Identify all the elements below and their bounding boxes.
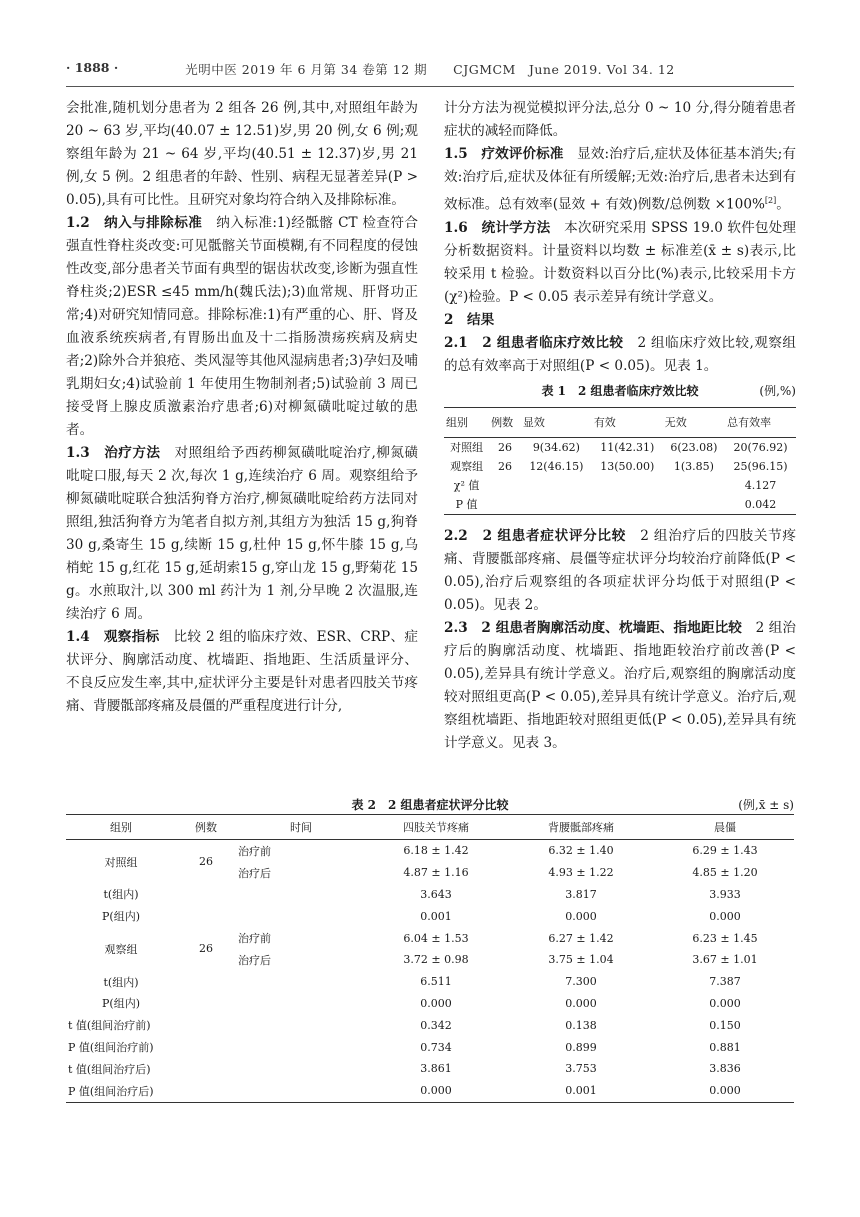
cell: 7.387: [709, 975, 741, 989]
section-title: 1.3 治疗方法: [66, 445, 161, 461]
section-body: 比较 2 组的临床疗效、ESR、CRP、症状评分、胸廓活动度、枕墙距、指地距、生活质量评分、不良反应发生率,其中,症状评分主要是针对患者四肢关节疼痛、背腰骶部疼痛及晨僵的严重程度进行计分,: [66, 629, 418, 714]
cell: 6.04 ± 1.53: [403, 931, 469, 945]
paragraph: 计分方法为视觉模拟评分法,总分 0 ~ 10 分,得分随着患者症状的减轻而降低。: [444, 100, 796, 139]
cell-label: P(组内): [102, 997, 140, 1011]
cell: χ² 值: [453, 478, 480, 492]
table1-header: 显效: [521, 407, 592, 437]
cell: 3.933: [709, 887, 741, 901]
left-column: [66, 97, 418, 718]
cell: 3.817: [565, 887, 597, 901]
cell: 6.511: [420, 975, 452, 989]
cell: 对照组: [450, 440, 484, 454]
section-body: 纳入标准:1)经骶髂 CT 检查符合强直性脊柱炎改变:可见骶髂关节面模糊,有不同程度的侵蚀性改变,部分患者关节面有典型的锯齿状改变,诊断为强直性脊柱炎;2)ESR ≤45 mm/h(魏氏法);3)血常规、肝肾功正常;4)对研究知情同意。排除标准:1)有严重的心、肝、肾及血液系统疾病者,有胃肠出血及十二指肠溃疡疾病及病史者;2)除外合并狼疮、类风湿等其他风湿病患者;3)孕妇及哺乳期妇女;4)试验前 1 年使用生物制剂者;5)试验前 3 周已接受肾上腺皮质激素治疗患者;6)对柳氮磺吡啶过敏的患者。: [66, 215, 418, 438]
cell: 6.27 ± 1.42: [548, 931, 614, 945]
table1-unit: (例,%): [759, 383, 796, 398]
section-title: 1.2 纳入与排除标准: [66, 215, 203, 231]
cell: 12(46.15): [529, 459, 584, 473]
cell: 观察组: [450, 459, 484, 473]
section-1-2: [66, 212, 418, 442]
cell: 6.18 ± 1.42: [403, 844, 469, 858]
table-row: [66, 1080, 794, 1102]
section-title: 1.5 疗效评价标准: [444, 146, 564, 162]
cell-n: 26: [199, 942, 213, 956]
cell: 1(3.85): [673, 459, 714, 473]
table-row: [66, 927, 794, 949]
right-column: [444, 97, 796, 755]
header-rule: [66, 86, 794, 87]
cell-n: 26: [199, 855, 213, 869]
section-title: 1.4 观察指标: [66, 629, 160, 645]
cell: 6(23.08): [670, 440, 718, 454]
table-row: [66, 905, 794, 927]
cell: 26: [498, 440, 513, 454]
table-row: [444, 495, 796, 515]
table-row: [66, 1036, 794, 1058]
cell: 0.000: [565, 909, 597, 923]
table-row: [444, 437, 796, 457]
journal-info: 光明中医 2019 年 6 月第 34 卷第 12 期 CJGMCM June 2019. Vol 34. 12: [185, 62, 675, 77]
section-body: 2 组临床疗效比较,观察组的总有效率高于对照组(P < 0.05)。见表 1。: [444, 334, 797, 374]
cell: 6.32 ± 1.40: [548, 844, 614, 858]
section-1-6: [444, 217, 796, 309]
cell: 0.881: [709, 1040, 741, 1054]
table2-title: 表 2 2 组患者症状评分比较: [351, 798, 509, 812]
cell: 4.87 ± 1.16: [403, 866, 469, 880]
section-2-3: [444, 617, 796, 755]
citation: [2]: [764, 196, 777, 205]
table2-header: 组别: [66, 815, 176, 840]
table-row: [444, 476, 796, 495]
table1-header: 无效: [663, 407, 725, 437]
table1-title: 表 1 2 组患者临床疗效比较: [541, 383, 699, 398]
section-1-4: [66, 626, 418, 718]
cell-time: 治疗前: [238, 932, 271, 946]
cell: 11(42.31): [600, 440, 655, 454]
cell-group: 观察组: [104, 942, 138, 956]
section-body: 对照组给予西药柳氮磺吡啶治疗,柳氮磺吡啶口服,每天 2 次,每次 1 g,连续治疗 6 周。观察组给予柳氮磺吡啶联合独活狗脊方治疗,柳氮磺吡啶给药方法同对照组,独活狗脊方为笔者自拟方剂,其组方为独活 15 g,狗脊 30 g,桑寄生 15 g,续断 15 g,杜仲 15 g,怀牛膝 15 g,乌梢蛇 15 g,红花 15 g,延胡索15 g,穿山龙 15 g,野菊花 15 g。水煎取汁,以 300 ml 药汁为 1 剂,分早晚 2 次温服,连续治疗 6 周。: [66, 445, 418, 622]
cell: 9(34.62): [532, 440, 580, 454]
table-row: [444, 457, 796, 476]
cell: 0.138: [565, 1018, 597, 1032]
table2-block: [66, 796, 794, 1103]
cell: 26: [498, 459, 513, 473]
cell: 0.000: [366, 1080, 506, 1102]
section-1-3: [66, 442, 418, 626]
cell-label: P(组内): [102, 910, 140, 924]
cell: 0.000: [709, 909, 741, 923]
table-row: [66, 971, 794, 993]
cell: 6.23 ± 1.45: [692, 931, 758, 945]
cell-label: t(组内): [103, 975, 139, 989]
table1-header: 组别: [444, 407, 489, 437]
cell: 0.000: [656, 1080, 794, 1102]
cell: 3.67 ± 1.01: [692, 953, 758, 967]
table1-caption: [444, 380, 796, 403]
cell: 4.93 ± 1.22: [548, 866, 614, 880]
section-body: 2 组治疗后的胸廓活动度、枕墙距、指地距较治疗前改善(P < 0.05),差异具有统计学意义。治疗后,观察组的胸廓活动度较对照组更高(P < 0.05),差异具有统计学意义。治疗后,观察组枕墙距、指地距较对照组更低(P < 0.05),差异具有统计学意义。见表 3。: [444, 619, 796, 751]
cell: 6.29 ± 1.43: [692, 844, 758, 858]
cell-label: P 值(组间治疗后): [66, 1080, 366, 1102]
cell: 3.75 ± 1.04: [548, 953, 614, 967]
running-header: [66, 60, 794, 80]
cell: 4.85 ± 1.20: [692, 866, 758, 880]
cell: 0.001: [420, 909, 452, 923]
cell: 20(76.92): [733, 440, 788, 454]
cell: 25(96.15): [733, 459, 788, 473]
cell-time: 治疗后: [238, 866, 271, 880]
table2-header: 四肢关节疼痛: [366, 815, 506, 840]
cell: 0.000: [420, 996, 452, 1010]
section-title: 2.3 2 组患者胸廓活动度、枕墙距、指地距比较: [444, 619, 742, 636]
table2-header: 时间: [236, 815, 366, 840]
table1-header: 例数: [489, 407, 521, 437]
table2-header: 晨僵: [656, 815, 794, 840]
cell: 3.72 ± 0.98: [403, 953, 469, 967]
section-title: 2.1 2 组患者临床疗效比较: [444, 334, 624, 351]
table-row: [66, 1014, 794, 1036]
table1: [444, 407, 796, 515]
cell: 4.127: [744, 478, 777, 492]
cell-time: 治疗后: [238, 953, 271, 967]
page-number: · 1888 ·: [66, 60, 119, 75]
table-row: [66, 1058, 794, 1080]
cell-label: t 值(组间治疗前): [68, 1019, 151, 1033]
cell: 0.000: [565, 996, 597, 1010]
punct: 。: [776, 196, 790, 213]
cell-label: P 值(组间治疗前): [68, 1041, 154, 1055]
cell: 13(50.00): [600, 459, 655, 473]
section-1-5: [444, 143, 796, 217]
table1-header: 总有效率: [725, 407, 796, 437]
cell: P 值: [444, 495, 489, 515]
cell: 7.300: [565, 975, 597, 989]
section-title: 2.2 2 组患者症状评分比较: [444, 527, 626, 544]
cell-group: 对照组: [104, 855, 138, 869]
table-row: [66, 840, 794, 862]
paragraph: 会批准,随机划分患者为 2 组各 26 例,其中,对照组年龄为 20 ~ 63 岁,平均(40.07 ± 12.51)岁,男 20 例,女 6 例;观察组年龄为 21 ~ 64 岁,平均(40.51 ± 12.37)岁,男 21 例,女 5 例。2 组患者的年龄、性别、病程无显著差异(P > 0.05),具有可比性。且研究对象均符合纳入及排除标准。: [66, 100, 418, 208]
table2-caption: [66, 796, 794, 814]
cell: 0.734: [420, 1040, 452, 1054]
cell-label: t(组内): [103, 888, 139, 902]
cell: 3.836: [709, 1062, 741, 1076]
section-2-title: 2 结果: [444, 311, 495, 328]
cell: 3.643: [420, 887, 452, 901]
cell: 3.753: [565, 1062, 597, 1076]
table2: [66, 814, 794, 1103]
table2-unit: (例,x̄ ± s): [738, 798, 794, 812]
section-body: 本次研究采用 SPSS 19.0 软件包处理分析数据资料。计量资料以均数 ± 标准差(x̄ ± s)表示,比较采用 t 检验。计数资料以百分比(%)表示,比较采用卡方(χ²)检验。P < 0.05 表示差异有统计学意义。: [444, 219, 796, 305]
cell: 0.899: [565, 1040, 597, 1054]
cell: 0.001: [506, 1080, 656, 1102]
cell: 0.042: [725, 495, 796, 515]
section-2-2: [444, 525, 796, 617]
section-title: 1.6 统计学方法: [444, 219, 551, 236]
section-body: 显效:治疗后,症状及体征基本消失;有效:治疗后,症状及体征有所缓解;无效:治疗后,患者未达到有效标准。总有效率(显效 + 有效)例数/总例数 ×100%: [444, 146, 796, 213]
table-row: [66, 993, 794, 1015]
cell-label: t 值(组间治疗后): [68, 1062, 151, 1076]
table-row: [66, 884, 794, 906]
section-body: 2 组治疗后的四肢关节疼痛、背腰骶部疼痛、晨僵等症状评分均较治疗前降低(P < 0.05),治疗后观察组的各项症状评分均低于对照组(P < 0.05)。见表 2。: [444, 527, 796, 613]
cell-time: 治疗前: [238, 844, 271, 858]
section-2-1: [444, 332, 796, 378]
cell: 0.342: [420, 1018, 452, 1032]
table2-header: 例数: [176, 815, 236, 840]
table2-header: 背腰骶部疼痛: [506, 815, 656, 840]
table1-header: 有效: [592, 407, 663, 437]
cell: 0.150: [709, 1018, 741, 1032]
cell: 3.861: [420, 1062, 452, 1076]
cell: 0.000: [709, 996, 741, 1010]
